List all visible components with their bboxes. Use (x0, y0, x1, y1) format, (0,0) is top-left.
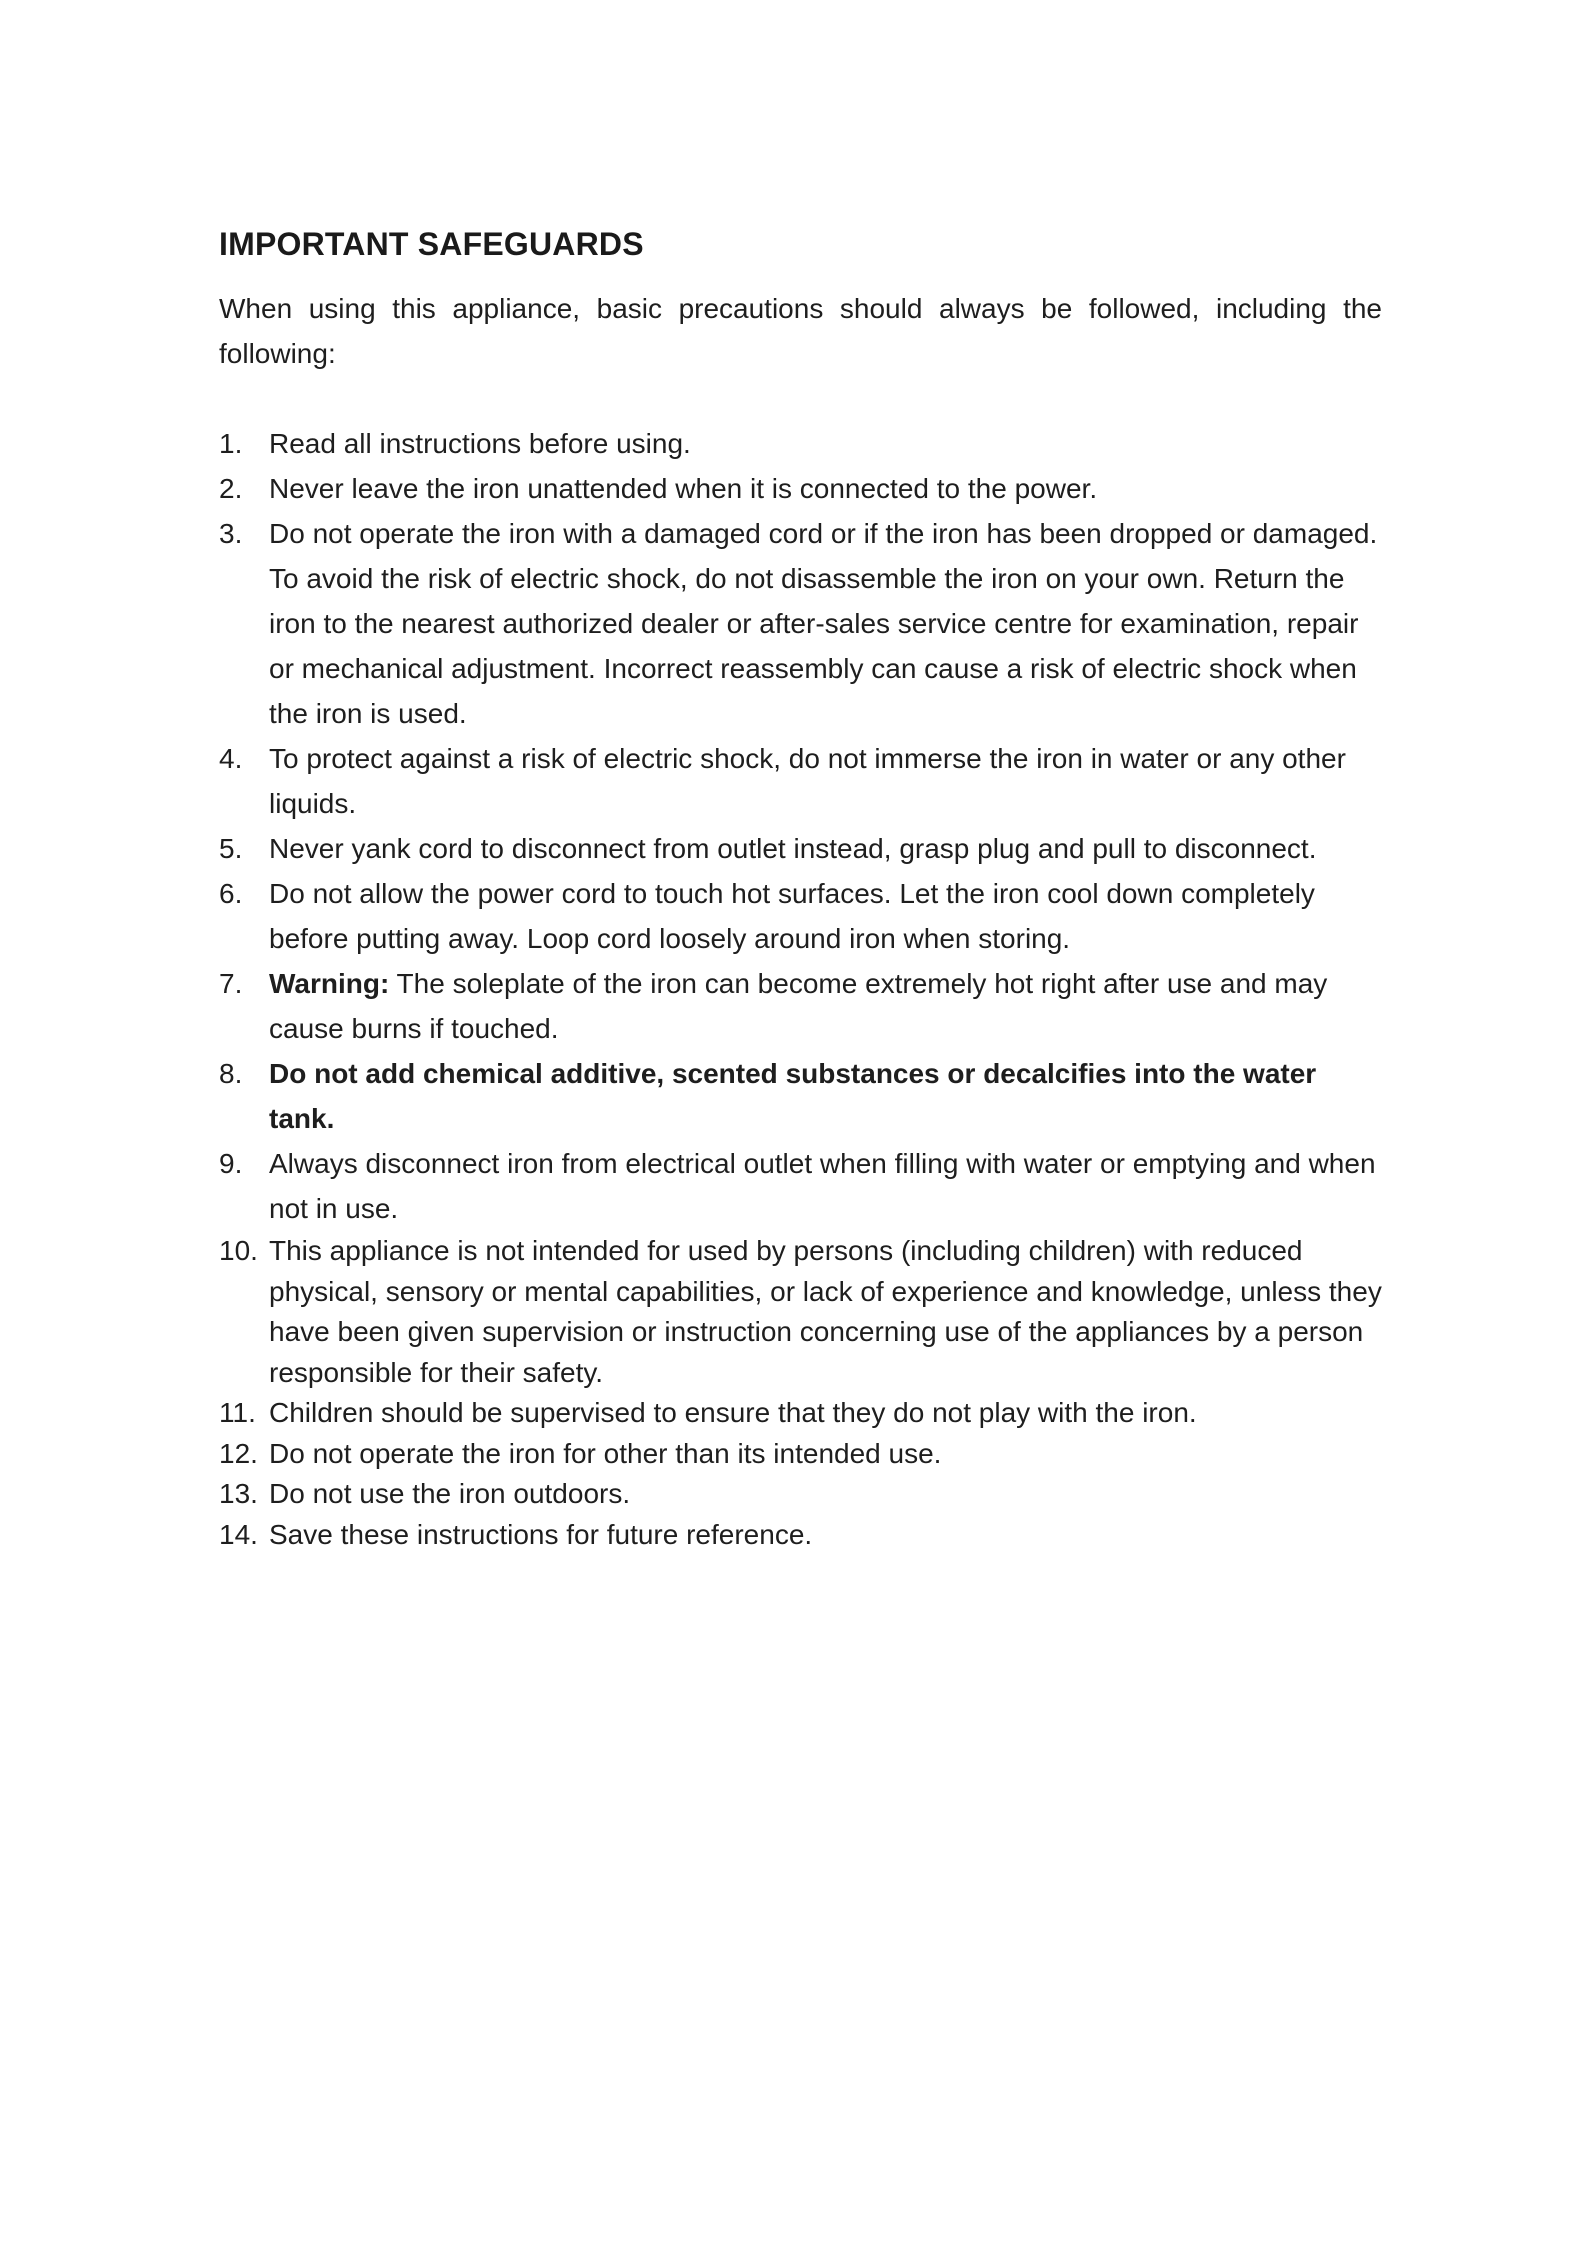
page-title: IMPORTANT SAFEGUARDS (219, 226, 644, 262)
list-item-number: 10. (219, 1235, 258, 1266)
list-item-text: Never yank cord to disconnect from outlet instead, grasp plug and pull to disconnect. (269, 833, 1317, 864)
list-item-text: Do not use the iron outdoors. (269, 1478, 631, 1509)
list-item (219, 1141, 1382, 1231)
list-item (219, 1231, 1382, 1393)
intro-paragraph: When using this appliance, basic precautions should always be followed, including the following: (219, 293, 1382, 369)
list-item (219, 1515, 1382, 1556)
list-item (219, 511, 1382, 736)
list-item-text: Read all instructions before using. (269, 428, 691, 459)
list-item-number: 4. (219, 743, 243, 774)
list-item-text: Do not operate the iron with a damaged cord or if the iron has been dropped or damaged. To avoid the risk of electric shock, do not disassemble the iron on your own. Return the iron to the nearest authorized dealer or after-sales service centre for examination, repair or mechanical adjustment. Incorrect reassembly can cause a risk of electric shock when the iron is used. (269, 518, 1378, 729)
list-item (219, 1434, 1382, 1475)
list-item-text: This appliance is not intended for used by persons (including children) with reduced physical, sensory or mental capabilities, or lack of experience and knowledge, unless they have been given supervision or instruction concerning use of the appliances by a person responsible for their safety. (269, 1235, 1382, 1388)
warning-label: Warning: (269, 968, 390, 999)
list-item-number: 11. (219, 1397, 256, 1428)
list-item-text: To protect against a risk of electric shock, do not immerse the iron in water or any other liquids. (269, 743, 1346, 819)
list-item (219, 421, 1382, 466)
list-item (219, 1051, 1382, 1141)
list-item-text: Save these instructions for future reference. (269, 1518, 813, 1550)
list-item-number: 1. (219, 428, 243, 459)
list-item-number: 7. (219, 968, 243, 999)
list-item-number: 3. (219, 518, 243, 549)
list-item (219, 871, 1382, 961)
list-item-number: 12. (219, 1437, 258, 1469)
list-item (219, 826, 1382, 871)
list-item-text-bold: Do not add chemical additive, scented substances or decalcifies into the water tank. (269, 1058, 1317, 1134)
list-item-text: Do not allow the power cord to touch hot surfaces. Let the iron cool down completely before putting away. Loop cord loosely around iron when storing. (269, 878, 1315, 954)
list-item-number: 8. (219, 1058, 243, 1089)
list-item-text: Never leave the iron unattended when it is connected to the power. (269, 473, 1098, 504)
list-item-text: Do not operate the iron for other than its intended use. (269, 1437, 942, 1469)
list-item-number: 5. (219, 833, 243, 864)
list-item-number: 9. (219, 1148, 243, 1179)
document-content (219, 222, 1382, 1555)
safeguards-list (219, 421, 1382, 1555)
list-item (219, 1393, 1382, 1434)
list-item-number: 13. (219, 1478, 258, 1509)
list-item-text: Always disconnect iron from electrical outlet when filling with water or emptying and when not in use. (269, 1148, 1376, 1224)
list-item (219, 1474, 1382, 1515)
list-item-number: 2. (219, 473, 243, 504)
list-item (219, 466, 1382, 511)
list-item-number: 6. (219, 878, 243, 909)
list-item-text: The soleplate of the iron can become extremely hot right after use and may cause burns if touched. (269, 968, 1328, 1044)
list-item (219, 961, 1382, 1051)
list-item (219, 736, 1382, 826)
list-item-number: 14. (219, 1518, 258, 1550)
list-item-text: Children should be supervised to ensure that they do not play with the iron. (269, 1397, 1197, 1428)
